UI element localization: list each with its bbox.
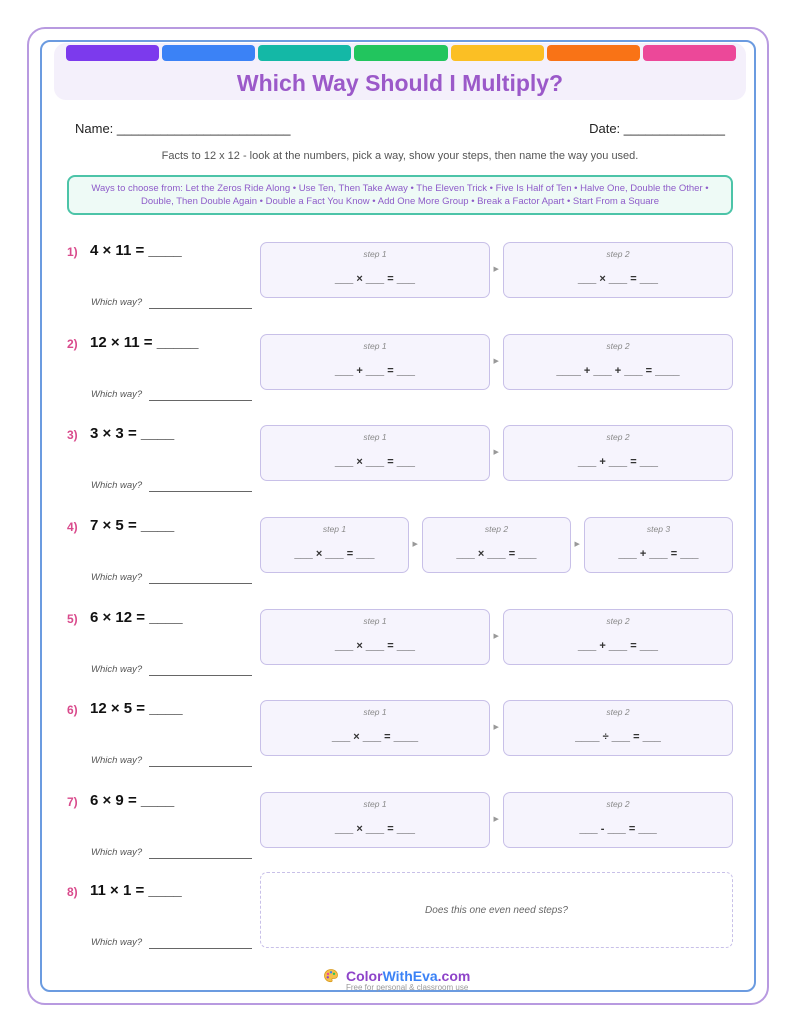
which-way-answer-line[interactable] bbox=[149, 491, 252, 492]
step-label: step 2 bbox=[606, 432, 630, 442]
problem-row bbox=[0, 425, 800, 505]
step-label: step 2 bbox=[606, 707, 630, 717]
brand-name[interactable] bbox=[346, 968, 470, 984]
step-label: step 1 bbox=[363, 707, 387, 717]
arrow-right-icon: ▶ bbox=[493, 816, 499, 823]
step-expression[interactable]: ___ × ___ = ___ bbox=[334, 640, 416, 652]
which-way-label: Which way? bbox=[91, 847, 143, 858]
step-box[interactable] bbox=[503, 792, 733, 848]
step-expression[interactable]: ___ + ___ = ___ bbox=[577, 456, 659, 468]
problem-expression[interactable]: 6 × 12 = ____ bbox=[90, 609, 183, 626]
step-expression[interactable]: ____ + ___ + ___ = ____ bbox=[556, 365, 680, 377]
step-box[interactable] bbox=[260, 425, 490, 481]
step-label: step 2 bbox=[606, 341, 630, 351]
step-label: step 1 bbox=[363, 799, 387, 809]
step-box[interactable] bbox=[503, 242, 733, 298]
step-box[interactable] bbox=[260, 609, 490, 665]
step-label: step 2 bbox=[606, 249, 630, 259]
step-box[interactable] bbox=[260, 517, 409, 573]
arrow-right-icon: ▶ bbox=[493, 724, 499, 731]
problem-number: 8) bbox=[67, 885, 78, 899]
step-expression[interactable]: ___ × ___ = ___ bbox=[334, 823, 416, 835]
footer-subtitle: Free for personal & classroom use bbox=[346, 983, 469, 992]
problem-row bbox=[0, 882, 800, 962]
problem-expression[interactable]: 6 × 9 = ____ bbox=[90, 792, 175, 809]
problem-expression[interactable]: 7 × 5 = ____ bbox=[90, 517, 175, 534]
which-way-label: Which way? bbox=[91, 937, 143, 948]
step-expression[interactable]: ___ × ___ = ___ bbox=[334, 273, 416, 285]
problem-number: 4) bbox=[67, 520, 78, 534]
arrow-right-icon: ▶ bbox=[493, 449, 499, 456]
problem-row bbox=[0, 792, 800, 872]
problem-row bbox=[0, 517, 800, 597]
step-label: step 1 bbox=[363, 616, 387, 626]
date-field[interactable]: Date: ______________ bbox=[589, 121, 725, 136]
step-label: step 1 bbox=[363, 341, 387, 351]
step-expression[interactable]: ___ × ___ = ___ bbox=[577, 273, 659, 285]
no-steps-box[interactable] bbox=[260, 872, 733, 948]
step-box[interactable] bbox=[260, 792, 490, 848]
which-way-label: Which way? bbox=[91, 297, 143, 308]
arrow-right-icon: ▶ bbox=[574, 541, 580, 548]
step-expression[interactable]: ___ × ___ = ___ bbox=[456, 548, 537, 560]
step-expression[interactable]: ___ + ___ = ___ bbox=[577, 640, 659, 652]
which-way-answer-line[interactable] bbox=[149, 675, 252, 676]
which-way-label: Which way? bbox=[91, 755, 143, 766]
problem-row bbox=[0, 700, 800, 780]
step-label: step 2 bbox=[606, 616, 630, 626]
problem-row bbox=[0, 334, 800, 414]
step-label: step 1 bbox=[363, 432, 387, 442]
instructions: Facts to 12 x 12 - look at the numbers, pick a way, show your steps, then name the way you used. bbox=[161, 150, 639, 162]
step-box[interactable] bbox=[260, 334, 490, 390]
problem-expression[interactable]: 11 × 1 = ____ bbox=[90, 882, 182, 899]
step-label: step 1 bbox=[363, 249, 387, 259]
which-way-answer-line[interactable] bbox=[149, 583, 252, 584]
rainbow-segment bbox=[258, 45, 351, 61]
problem-expression[interactable]: 3 × 3 = ____ bbox=[90, 425, 175, 442]
ways-box bbox=[67, 175, 733, 215]
step-expression[interactable]: ___ - ___ = ___ bbox=[579, 823, 657, 835]
step-box[interactable] bbox=[503, 425, 733, 481]
step-box[interactable] bbox=[422, 517, 571, 573]
arrow-right-icon: ▶ bbox=[412, 541, 418, 548]
step-box[interactable] bbox=[584, 517, 733, 573]
problem-number: 3) bbox=[67, 428, 78, 442]
which-way-label: Which way? bbox=[91, 389, 143, 400]
rainbow-segment bbox=[162, 45, 255, 61]
rainbow-segment bbox=[547, 45, 640, 61]
step-expression[interactable]: ___ × ___ = ___ bbox=[294, 548, 375, 560]
step-label: step 1 bbox=[322, 524, 347, 534]
rainbow-segment bbox=[66, 45, 159, 61]
step-expression[interactable]: ____ ÷ ___ = ___ bbox=[575, 731, 661, 743]
name-field[interactable]: Name: ________________________ bbox=[75, 121, 291, 136]
step-expression[interactable]: ___ × ___ = ___ bbox=[334, 456, 416, 468]
brand-part-3: .com bbox=[437, 968, 471, 984]
problem-number: 1) bbox=[67, 245, 78, 259]
step-box[interactable] bbox=[503, 609, 733, 665]
step-expression[interactable]: ___ + ___ = ___ bbox=[618, 548, 699, 560]
step-label: step 3 bbox=[646, 524, 671, 534]
step-box[interactable] bbox=[260, 242, 490, 298]
which-way-label: Which way? bbox=[91, 664, 143, 675]
step-expression[interactable]: ___ × ___ = ____ bbox=[331, 731, 419, 743]
problem-number: 7) bbox=[67, 795, 78, 809]
page-title: Which Way Should I Multiply? bbox=[236, 70, 564, 96]
rainbow-bar bbox=[66, 45, 736, 61]
problem-number: 2) bbox=[67, 337, 78, 351]
which-way-answer-line[interactable] bbox=[149, 400, 252, 401]
arrow-right-icon: ▶ bbox=[493, 633, 499, 640]
which-way-answer-line[interactable] bbox=[149, 858, 252, 859]
problem-row bbox=[0, 242, 800, 322]
rainbow-segment bbox=[354, 45, 447, 61]
problem-expression[interactable]: 12 × 11 = _____ bbox=[90, 334, 199, 351]
step-expression[interactable]: ___ + ___ = ___ bbox=[334, 365, 416, 377]
step-label: step 2 bbox=[484, 524, 509, 534]
arrow-right-icon: ▶ bbox=[493, 266, 499, 273]
problem-row bbox=[0, 609, 800, 689]
step-box[interactable] bbox=[503, 334, 733, 390]
which-way-answer-line[interactable] bbox=[149, 308, 252, 309]
ways-text: Ways to choose from: Let the Zeros Ride Along • Use Ten, Then Take Away • The Eleven Trick • Five Is Half of Ten • Halve One, Double the Other • Double, Then Double Again • Double a Fact You Know • Add One More Group • Break a Factor Apart • Start From a Square bbox=[91, 183, 709, 207]
problem-number: 5) bbox=[67, 612, 78, 626]
which-way-label: Which way? bbox=[91, 480, 143, 491]
which-way-answer-line[interactable] bbox=[149, 948, 252, 949]
rainbow-segment bbox=[451, 45, 544, 61]
which-way-answer-line[interactable] bbox=[149, 766, 252, 767]
brand-part-1: Color bbox=[346, 968, 383, 984]
step-box[interactable] bbox=[260, 700, 490, 756]
palette-icon bbox=[323, 968, 339, 987]
problem-number: 6) bbox=[67, 703, 78, 717]
rainbow-segment bbox=[643, 45, 736, 61]
brand-part-2: WithEva bbox=[382, 968, 438, 984]
no-steps-text: Does this one even need steps? bbox=[425, 905, 568, 916]
problem-expression[interactable]: 4 × 11 = ____ bbox=[90, 242, 182, 259]
step-box[interactable] bbox=[503, 700, 733, 756]
problem-expression[interactable]: 12 × 5 = ____ bbox=[90, 700, 183, 717]
which-way-label: Which way? bbox=[91, 572, 143, 583]
step-label: step 2 bbox=[606, 799, 630, 809]
arrow-right-icon: ▶ bbox=[493, 358, 499, 365]
